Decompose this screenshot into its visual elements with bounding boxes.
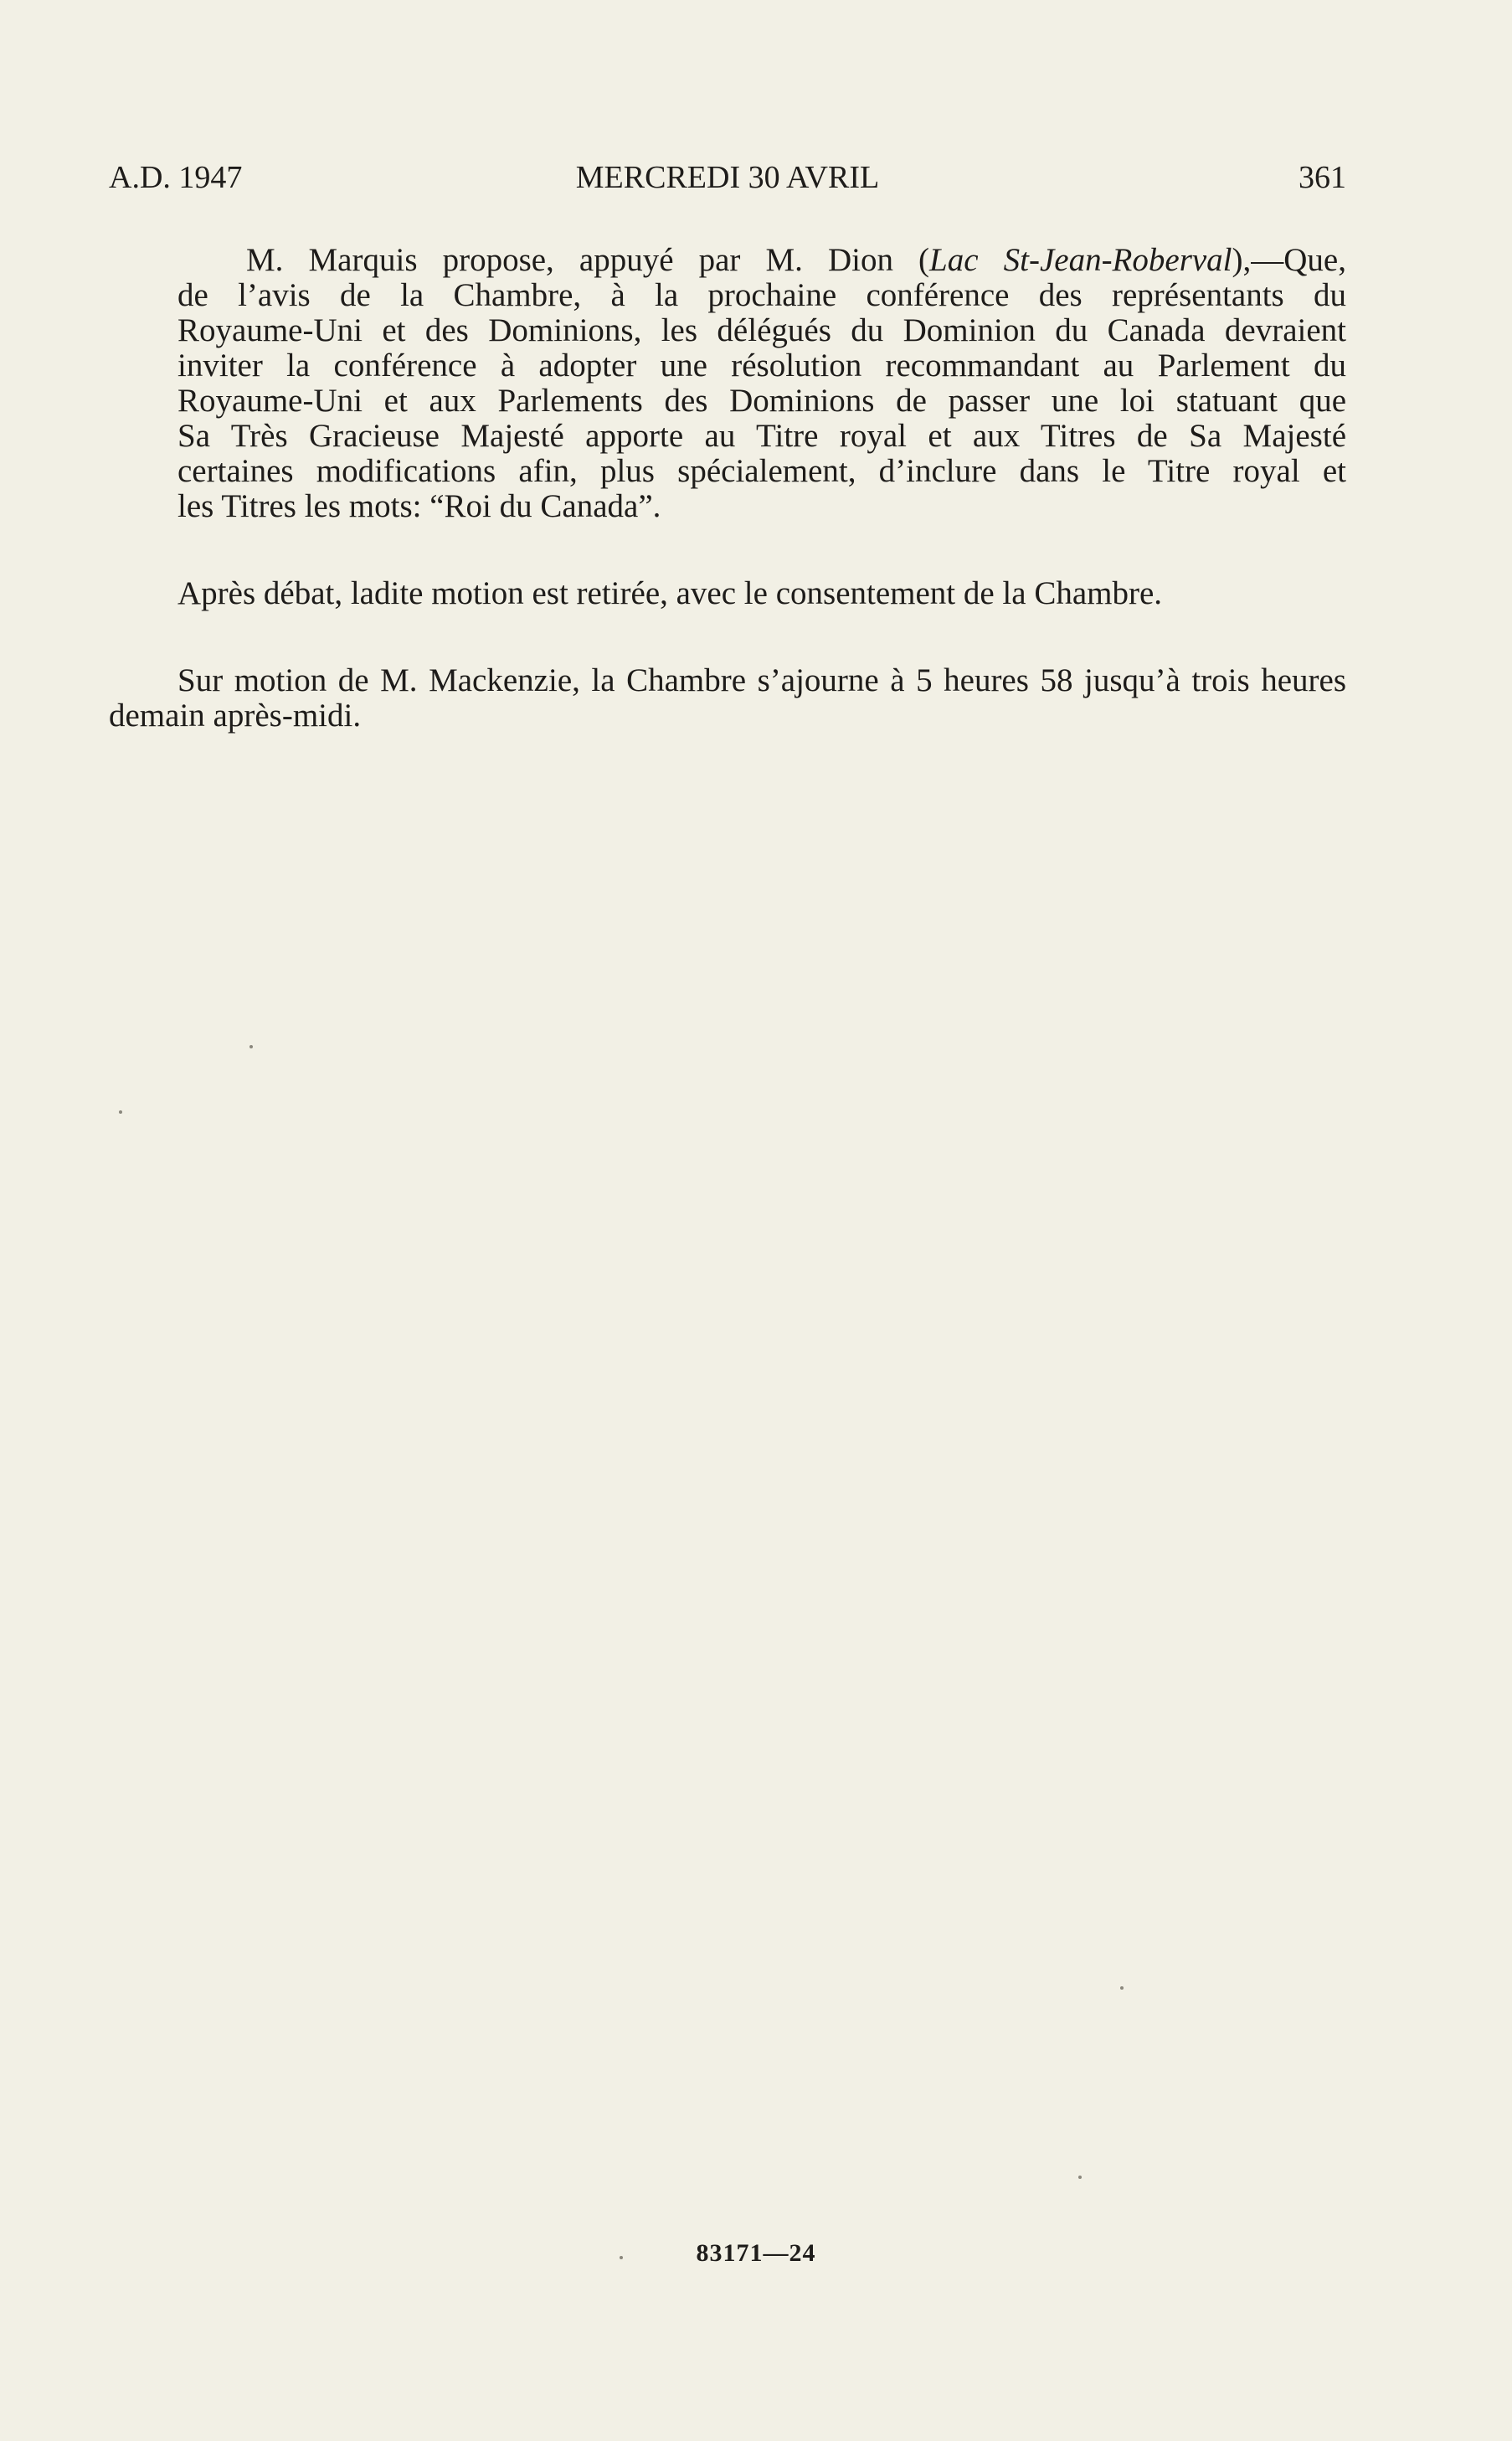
paper-speck bbox=[119, 1110, 122, 1114]
riding-name: Lac St-Jean-Roberval bbox=[929, 242, 1232, 278]
motion-line-3: Royaume-Uni et des Dominions, les délégués du Dominion du Canada devraient bbox=[177, 312, 1346, 348]
motion-paragraph bbox=[109, 243, 1346, 524]
header-year: A.D. 1947 bbox=[109, 160, 243, 195]
motion-line-2: de l’avis de la Chambre, à la prochaine conférence des représentants du bbox=[177, 277, 1346, 313]
motion-line-8: les Titres les mots: “Roi du Canada”. bbox=[177, 488, 661, 524]
page-body bbox=[109, 243, 1346, 734]
adjournment-paragraph: Sur motion de M. Mackenzie, la Chambre s’ajourne à 5 heures 58 jusqu’à trois heures demain après-midi. bbox=[109, 662, 1346, 734]
page-number: 361 bbox=[1299, 160, 1346, 195]
motion-line-1: M. Marquis propose, appuyé par M. Dion (Lac St-Jean-Roberval),—Que, bbox=[246, 242, 1346, 278]
page-header bbox=[109, 152, 1346, 203]
motion-line-7: certaines modifications afin, plus spécialement, d’inclure dans le Titre royal et bbox=[177, 453, 1346, 489]
paper-speck bbox=[620, 2256, 623, 2259]
withdrawn-paragraph: Après débat, ladite motion est retirée, avec le consentement de la Chambre. bbox=[177, 575, 1163, 611]
motion-line-5: Royaume-Uni et aux Parlements des Dominions de passer une loi statuant que bbox=[177, 383, 1346, 419]
header-date: MERCREDI 30 AVRIL bbox=[575, 160, 880, 195]
paper-speck bbox=[249, 1045, 253, 1048]
paper-speck bbox=[1120, 1986, 1124, 1990]
printer-signature: 83171—24 bbox=[696, 2239, 816, 2267]
motion-line-6: Sa Très Gracieuse Majesté apporte au Titre royal et aux Titres de Sa Majesté bbox=[177, 418, 1346, 454]
motion-line-4: inviter la conférence à adopter une résolution recommandant au Parlement du bbox=[177, 348, 1346, 384]
paper-speck bbox=[1078, 2176, 1082, 2179]
